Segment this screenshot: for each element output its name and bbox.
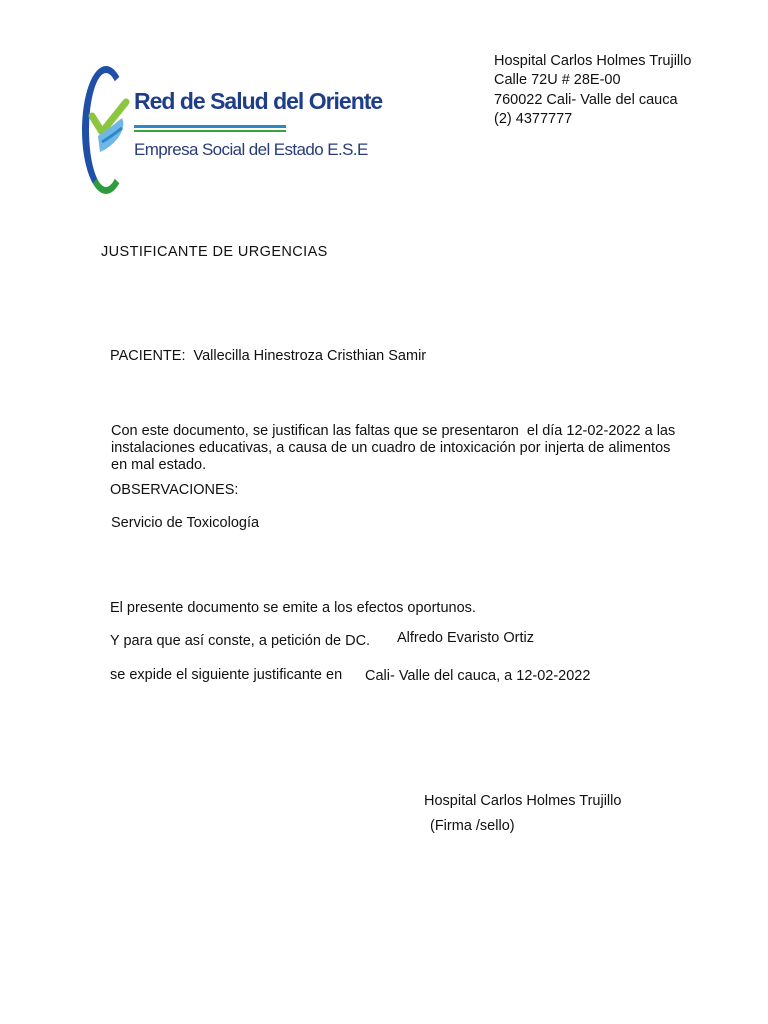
address-line-1: Hospital Carlos Holmes Trujillo [494,53,692,69]
closing-line-1: El presente documento se emite a los efectos oportunos. [110,600,476,616]
institution-logo [76,62,383,198]
address-line-2: Calle 72U # 28E-00 [494,72,621,88]
patient-row [110,347,426,366]
address-line-3: 760022 Cali- Valle del cauca [494,92,678,108]
logo-check-hand-icon [88,98,132,158]
logo-title: Red de Salud del Oriente [134,88,383,114]
logo-divider-green [134,130,286,132]
paragraph-line-3: en mal estado. [111,457,207,473]
closing-line-3-prefix: se expide el siguiente justificante en [110,667,343,683]
logo-divider-blue [134,125,286,128]
address-phone: (2) 4377777 [494,111,573,127]
paragraph-line-2: instalaciones educativas, a causa de un cuadro de intoxicación por injerta de alimentos [111,440,671,456]
signature-label: (Firma /sello) [430,818,515,834]
document-title: JUSTIFICANTE DE URGENCIAS [101,244,328,260]
observations-label: OBSERVACIONES: [110,482,239,498]
justification-paragraph [111,423,731,474]
patient-name: Vallecilla Hinestroza Cristhian Samir [193,348,427,364]
closing-line-2-prefix: Y para que así conste, a petición de DC. [110,633,371,649]
paragraph-line-1: Con este documento, se justifican las faltas que se presentaron el día 12-02-2022 a las [111,423,676,439]
patient-label: PACIENTE: [110,348,186,364]
logo-subtitle: Empresa Social del Estado E.S.E [134,140,368,159]
signature-institution: Hospital Carlos Holmes Trujillo [424,793,622,809]
doctor-name: Alfredo Evaristo Ortiz [397,630,534,646]
observations-value: Servicio de Toxicología [111,515,260,531]
place-and-date: Cali- Valle del cauca, a 12-02-2022 [365,668,591,684]
